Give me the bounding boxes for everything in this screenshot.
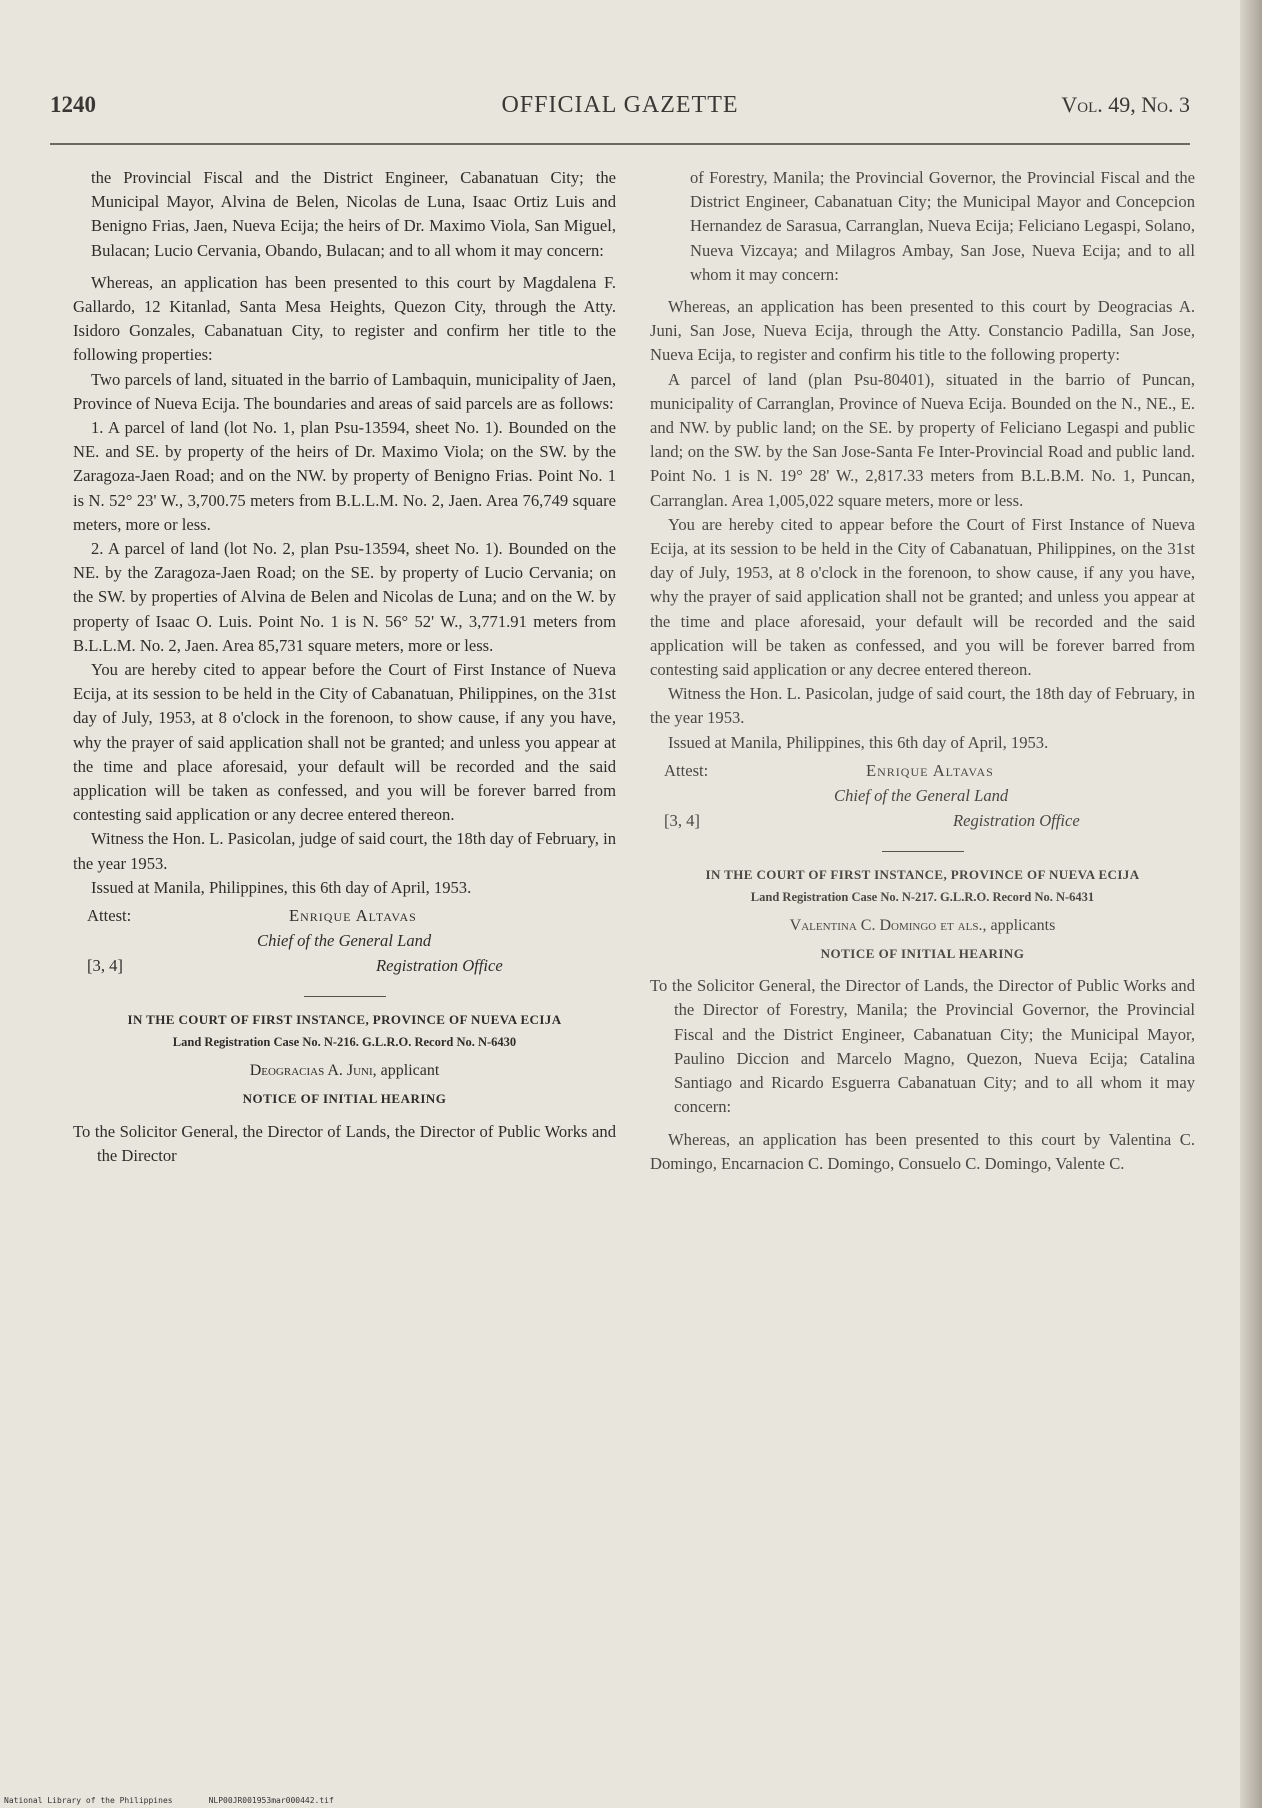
right-column: [650, 166, 1195, 1176]
notice-heading: NOTICE OF INITIAL HEARING: [820, 946, 1025, 962]
volume-number: Vol. 49, No. 3: [1061, 92, 1190, 117]
issued-paragraph: Issued at Manila, Philippines, this 6th day of April, 1953.: [91, 877, 472, 897]
issue-index: [3, 4]: [664, 810, 700, 830]
citation-paragraph: You are hereby cited to appear before the Court of First Instance of Nueva Ecija, at its session to be held in the City of Cabanatuan, Philippines, on the 31st day of July, 1953, at 8 o'clock in the forenoon, to show cause, if any you have, why the prayer of said application shall not be granted; and unless you appear at the time and place aforesaid, your default will be recorded and the said application will be taken as confessed, and you will be forever barred from contesting said application or any decree entered thereon.: [650, 514, 1195, 680]
parcel-2-description: 2. A parcel of land (lot No. 2, plan Psu-13594, sheet No. 1). Bounded on the NE. by the Zaragoza-Jaen Road; on the SE. by property of Lucio Cervania; on the SW. by properties of Alvina de Belen and Nicolas de Luna; and on the W. by property of Isaac O. Luis. Point No. 1 is N. 56° 52' W., 3,771.91 meters from B.L.L.M. No. 2, Jaen. Area 85,731 square meters, more or less.: [73, 539, 616, 655]
issued-paragraph: Issued at Manila, Philippines, this 6th day of April, 1953.: [668, 732, 1049, 752]
signatory-title-line2: Registration Office: [376, 956, 503, 976]
scan-filename: NLP00JR001953mar000442.tif: [208, 1796, 334, 1805]
section-divider: [882, 851, 964, 852]
addressees-paragraph: To the Solicitor General, the Director of Lands, the Director of Public Works and the Director of Forestry, Manila; the Provincial Governor, the Provincial Fiscal and the District Engineer, Cabanatuan City; the Municipal Mayor, Paulino Diccion and Marcelo Magno, Quezon, Nueva Ecija; Catalina Santiago and Ricardo Esguerra Cabanatuan City; and to all whom it may concern:: [650, 976, 1195, 1117]
whereas-paragraph-2: Whereas, an application has been presented to this court by Valentina C. Domingo, Encarnacion C. Domingo, Consuelo C. Domingo, Valente C.: [650, 1129, 1195, 1173]
applicant-name: Valentina C. Domingo et als.: [789, 916, 983, 934]
signature-block: [650, 759, 1195, 835]
case-heading: Land Registration Case No. N-217. G.L.R.O. Record No. N-6431: [750, 889, 1095, 904]
signatory-title-line1: Chief of the General Land: [834, 785, 1009, 805]
witness-paragraph: Witness the Hon. L. Pasicolan, judge of said court, the 18th day of February, in the year 1953.: [650, 684, 1195, 728]
section-divider: [304, 996, 386, 997]
whereas-paragraph: Whereas, an application has been presented to this court by Magdalena F. Gallardo, 12 Kitanlad, Santa Mesa Heights, Quezon City, through the Atty. Isidoro Gonzales, Cabanatuan City, to register and confirm her title to the following properties:: [73, 272, 616, 365]
applicant-name: Deogracias A. Juni: [249, 1062, 373, 1080]
parcel-description: A parcel of land (plan Psu-80401), situated in the barrio of Puncan, municipality of Carranglan, Province of Nueva Ecija. Bounded on the N., NE., E. and NW. by public land; on the SE. by property of Feliciano Legaspi and public land; on the SW. by the San Jose-Santa Fe Inter-Provincial Road and public land. Point No. 1 is N. 19° 28' W., 2,817.33 meters from B.L.B.M. No. 1, Puncan, Carranglan. Area 1,005,022 square meters, more or less.: [650, 369, 1195, 510]
witness-paragraph: Witness the Hon. L. Pasicolan, judge of said court, the 18th day of February, in the year 1953.: [73, 829, 616, 873]
library-credit: National Library of the Philippines: [4, 1796, 173, 1805]
applicant-line: [650, 914, 1195, 938]
left-column: [73, 166, 616, 1168]
citation-paragraph: You are hereby cited to appear before the Court of First Instance of Nueva Ecija, at its session to be held in the City of Cabanatuan, Philippines, on the 31st day of July, 1953, at 8 o'clock in the forenoon, to show cause, if any you have, why the prayer of said application shall not be granted; and unless you appear at the time and place aforesaid, your default will be recorded and the said application will be taken as confessed, and you will be forever barred from contesting said application or any decree entered thereon.: [73, 660, 616, 825]
notice-heading: NOTICE OF INITIAL HEARING: [242, 1091, 447, 1107]
header-rule: [50, 143, 1190, 145]
addressees-paragraph: To the Solicitor General, the Director of Lands, the Director of Public Works and the Director: [73, 1121, 616, 1165]
addressees-continuation: of Forestry, Manila; the Provincial Governor, the Provincial Fiscal and the District Engineer, Cabanatuan City; the Municipal Mayor and Concepcion Hernandez de Sarasua, Carranglan, Nueva Ecija; Feliciano Legaspi, Solano, Nueva Vizcaya; and Milagros Ambay, San Jose, Nueva Ecija; and to all whom it may concern:: [690, 168, 1195, 284]
court-heading: IN THE COURT OF FIRST INSTANCE, PROVINCE OF NUEVA ECIJA: [705, 866, 1140, 882]
attest-label: Attest:: [87, 906, 132, 926]
signature-block: [73, 904, 616, 980]
addressees-continuation: the Provincial Fiscal and the District Engineer, Cabanatuan City; the Municipal Mayor, Alvina de Belen, Nicolas de Luna, Isaac Ortiz Luis and Benigno Frias, Jaen, Nueva Ecija; the heirs of Dr. Maximo Viola, San Miguel, Bulacan; Lucio Cervania, Obando, Bulacan; and to all whom it may concern:: [91, 168, 616, 260]
issue-index: [3, 4]: [87, 956, 123, 976]
signatory-name: Enrique Altavas: [866, 760, 994, 780]
parcels-intro: Two parcels of land, situated in the barrio of Lambaquin, municipality of Jaen, Province of Nueva Ecija. The boundaries and areas of said parcels are as follows:: [73, 369, 616, 413]
applicant-line: [73, 1059, 616, 1083]
attest-label: Attest:: [664, 760, 709, 780]
signatory-name: Enrique Altavas: [289, 906, 417, 926]
page-header: [50, 92, 1190, 126]
case-heading: Land Registration Case No. N-216. G.L.R.O. Record No. N-6430: [172, 1035, 517, 1050]
signatory-title-line2: Registration Office: [953, 810, 1080, 830]
page-number: 1240: [50, 92, 96, 117]
court-heading: IN THE COURT OF FIRST INSTANCE, PROVINCE OF NUEVA ECIJA: [127, 1012, 562, 1028]
signatory-title-line1: Chief of the General Land: [257, 931, 432, 951]
scan-footer: [4, 1796, 370, 1805]
whereas-paragraph: Whereas, an application has been presented to this court by Deogracias A. Juni, San Jose, Nueva Ecija, through the Atty. Constancio Padilla, San Jose, Nueva Ecija, to register and confirm his title to the following property:: [650, 297, 1195, 365]
applicant-role: , applicant: [372, 1062, 440, 1080]
publication-title: OFFICIAL GAZETTE: [501, 92, 739, 118]
parcel-1-description: 1. A parcel of land (lot No. 1, plan Psu-13594, sheet No. 1). Bounded on the NE. and SE. by property of the heirs of Dr. Maximo Viola; on the SW. by the Zaragoza-Jaen Road; and on the NW. by property of Benigno Frias. Point No. 1 is N. 52° 23' W., 3,700.75 meters from B.L.L.M. No. 2, Jaen. Area 76,749 square meters, more or less.: [73, 418, 616, 534]
applicant-role: , applicants: [982, 916, 1056, 934]
page-edge: [1240, 0, 1262, 1808]
